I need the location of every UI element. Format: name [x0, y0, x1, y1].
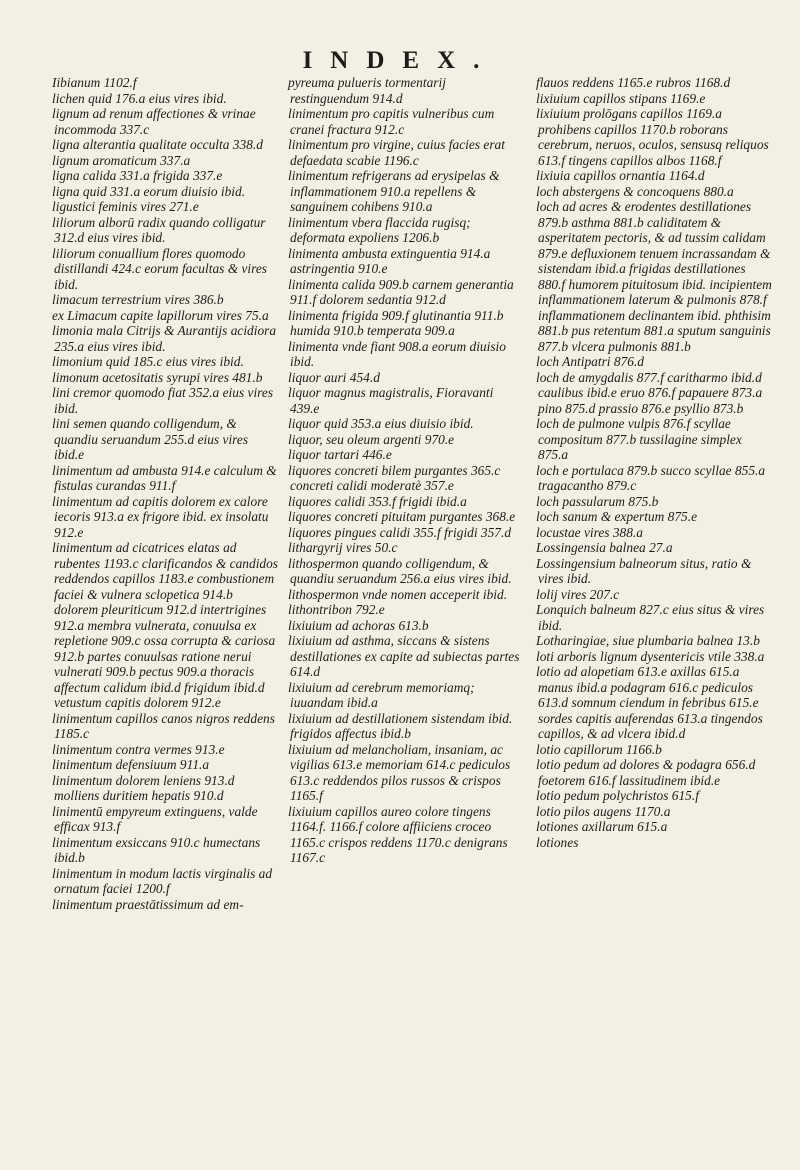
index-entry: linimentum contra vermes 913.e — [52, 741, 225, 757]
index-entry: liquores concreti bilem purgantes 365.c concreti calidi moderatè 357.e — [288, 462, 501, 493]
index-entry: loch Antipatri 876.d — [536, 354, 644, 369]
index-entry: lixiuium ad achoras 613.b — [288, 617, 429, 633]
page-header: INDEX. — [302, 47, 498, 74]
index-entry: locustae vires 388.a — [536, 524, 643, 540]
index-entry: lithospermon quando colligendum, & quandiu seruandum 256.a eius vires ibid. — [288, 555, 512, 586]
index-entry: limonium quid 185.c eius vires ibid. — [52, 354, 244, 369]
index-entry: lixiuium ad melancholiam, insaniam, ac vigilias 613.e memoriam 614.c pediculos 613.c reddendos pilos russos & crispos 1165.f — [288, 741, 511, 803]
index-entry: liquor, seu oleum argenti 970.e — [288, 431, 455, 447]
index-entry: loti arboris lignum dysentericis vtile 338.a — [536, 648, 765, 664]
index-entry: lixiuia capillos ornantia 1164.d — [536, 168, 705, 183]
index-entry: linimentum vbera flaccida rugisq; deformata expoliens 1206.b — [288, 214, 471, 245]
index-entry: lixiuium capillos aureo colore tingens 1164.f. 1166.f colore affiiciens croceo 1165.c crispos reddens 1170.c denigrans 1167.c — [288, 803, 508, 865]
index-entry: liliorum conuallium flores quomodo distillandi 424.c eorum facultas & vires ibid. — [52, 245, 267, 292]
index-entry: lini cremor quomodo fiat 352.a eius vires ibid. — [52, 385, 274, 416]
index-entry: lotiones — [536, 834, 579, 850]
index-column-3 — [536, 75, 772, 850]
index-entry: linimentum pro capitis vulneribus cum cranei fractura 912.c — [288, 106, 495, 137]
index-entry: lolij vires 207.c — [536, 586, 620, 602]
index-entry: lixiuium ad destillationem sistendam ibid. frigidos affectus ibid.b — [288, 710, 513, 741]
index-entry: ligustici feminis vires 271.e — [52, 199, 199, 214]
index-entry: ligna quid 331.a eorum diuisio ibid. — [52, 183, 246, 199]
index-entry: linimentum pro virgine, cuius facies erat defaedata scabie 1196.c — [288, 137, 505, 168]
index-entry: loch e portulaca 879.b succo scyllae 855.a tragacantho 879.c — [536, 462, 766, 493]
index-entry: linimentum exsiccans 910.c humectans ibid.b — [52, 834, 261, 865]
index-entry: linimenta vnde fiant 908.a eorum diuisio ibid. — [288, 338, 506, 369]
index-entry: lithargyrij vires 50.c — [288, 540, 398, 555]
index-entry: loch ad acres & erodentes destillationes 879.b asthma 881.b caliditatem & asperitatem pectoris, & ad tussim calidam 879.e defluxionem tenuem incrassandam & sistendam ibid.a frigidas destillationes 880.f humorem pituitosum ibid. incipientem inflammationem laterum & pulmonis 878.f inflammationem declinantem ibid. phthisim 881.b pus retentum 881.a sputum sanguinis 877.b vlcera pulmonis 881.b — [536, 199, 772, 354]
index-entry: linimentum praestātissimum ad em- — [52, 896, 244, 912]
index-entry: loch passularum 875.b — [536, 493, 659, 509]
index-entry: lichen quid 176.a eius vires ibid. — [52, 90, 227, 106]
index-entry: lixiuium capillos stipans 1169.e — [536, 90, 706, 106]
index-entry: pyreuma pulueris tormentarij restinguendum 914.d — [288, 75, 446, 106]
index-entry: liliorum alborū radix quando colligatur 312.d eius vires ibid. — [52, 214, 266, 245]
index-entry: liquores pingues calidi 355.f frigidi 357.d — [288, 524, 512, 540]
index-entry: flauos reddens 1165.e rubros 1168.d — [536, 75, 731, 90]
index-entry: lotio pilos augens 1170.a — [536, 803, 671, 819]
index-entry: liquor quid 353.a eius diuisio ibid. — [288, 416, 474, 431]
index-entry: ligna alterantia qualitate occulta 338.d — [52, 137, 263, 152]
index-entry: lotiones axillarum 615.a — [536, 819, 668, 834]
index-entry: liquores calidi 353.f frigidi ibid.a — [288, 493, 467, 509]
index-entry: linimentum capillos canos nigros reddens 1185.c — [52, 710, 275, 741]
index-entry: limonum acetositatis syrupi vires 481.b — [52, 369, 263, 385]
index-entry: linimentum ad capitis dolorem ex calore iecoris 913.a ex frigore ibid. ex insolatu 912.e — [52, 493, 269, 540]
index-entry: linimentum ad cicatrices elatas ad rubentes 1193.c clarificandos & candidos reddendos capillos 1183.e combustionem faciei & vulnera sclopetica 914.b dolorem pleuriticum 912.d intertrigines 912.a membra vulnerata, conuulsa ex repletione 909.c ossa corrupta & cariosa 912.b partes conuulsas ratione nerui vulnerati 909.b pectus 909.a thoracis affectum calidum ibid.d frigidum ibid.d vetustum capitis dolorem 912.e — [52, 540, 279, 710]
index-entry: loch sanum & expertum 875.e — [536, 509, 698, 524]
index-entry: loch de pulmone vulpis 876.f scyllae compositum 877.b tussilagine simplex 875.a — [536, 416, 742, 462]
index-entry: limonia mala Citrijs & Aurantijs acidiora 235.a eius vires ibid. — [52, 323, 277, 354]
index-entry: liquor auri 454.d — [288, 369, 380, 385]
index-entry: liquor magnus magistralis, Fioravanti 439.e — [288, 385, 494, 416]
index-entry: linimentum refrigerans ad erysipelas & inflammationem 910.a repellens & sanguinem cohibens 910.a — [288, 168, 500, 214]
index-entry: Lotharingiae, siue plumbaria balnea 13.b — [536, 633, 760, 648]
index-entry: lignum ad renum affectiones & vrinae incommoda 337.c — [52, 106, 256, 137]
index-entry: linimentū empyreum extinguens, valde efficax 913.f — [52, 803, 258, 834]
index-entry: linimentum ad ambusta 914.e calculum & fistulas curandas 911.f — [52, 462, 277, 493]
index-column-1 — [52, 75, 280, 912]
index-entry: linimentum in modum lactis virginalis ad ornatum faciei 1200.f — [52, 865, 273, 896]
index-entry: Lossingensium balneorum situs, ratio & vires ibid. — [536, 555, 752, 586]
index-column-2 — [288, 75, 523, 866]
index-entry: Iibianum 1102.f — [52, 75, 137, 90]
index-entry: loch abstergens & concoquens 880.a — [536, 183, 734, 199]
index-entry: lini semen quando colligendum, & quandiu seruandum 255.d eius vires ibid.e — [52, 416, 249, 462]
index-entry: lixiuium ad cerebrum memoriamq; iuuandam ibid.a — [288, 679, 475, 710]
index-entry: ex Limacum capite lapillorum vires 75.a — [52, 307, 269, 323]
index-entry: lignum aromaticum 337.a — [52, 152, 191, 168]
index-entry: liquores concreti pituitam purgantes 368.e — [288, 509, 516, 524]
index-entry: limacum terrestrium vires 386.b — [52, 292, 224, 307]
index-entry: lotio capillorum 1166.b — [536, 741, 662, 757]
index-entry: linimenta ambusta extinguentia 914.a astringentia 910.e — [288, 245, 491, 276]
index-entry: lixiuium ad asthma, siccans & sistens destillationes ex capite ad subiectas partes 614.d — [288, 633, 520, 679]
index-entry: lotio pedum polychristos 615.f — [536, 788, 699, 803]
index-entry: ligna calida 331.a frigida 337.e — [52, 168, 223, 183]
index-entry: Lonquich balneum 827.c eius situs & vires ibid. — [536, 602, 765, 633]
index-entry: liquor tartari 446.e — [288, 447, 392, 462]
index-entry: lithontribon 792.e — [288, 602, 385, 617]
index-entry: linimenta calida 909.b carnem generantia 911.f dolorem sedantia 912.d — [288, 276, 514, 307]
index-entry: Lossingensia balnea 27.a — [536, 540, 673, 555]
index-entry: linimenta frigida 909.f glutinantia 911.b humida 910.b temperata 909.a — [288, 307, 504, 338]
index-entry: lithospermon vnde nomen acceperit ibid. — [288, 586, 508, 602]
index-entry: loch de amygdalis 877.f caritharmo ibid.d caulibus ibid.e eruo 876.f papauere 873.a pino 875.d prassio 876.e psyllio 873.b — [536, 369, 763, 416]
index-entry: lotio ad alopetiam 613.e axillas 615.a manus ibid.a podagram 616.c pediculos 613.d somnum ciendum in febribus 615.e sordes capitis auferendas 613.a tingendos capillos, & ad vlcera ibid.d — [536, 664, 763, 741]
index-entry: linimentum defensiuum 911.a — [52, 757, 210, 772]
index-entry: lotio pedum ad dolores & podagra 656.d foetorem 616.f lassitudinem ibid.e — [536, 757, 756, 788]
index-entry: lixiuium prolōgans capillos 1169.a prohibens capillos 1170.b roborans cerebrum, neruos, oculos, sensusq reliquos 613.f tingens capillos albos 1168.f — [536, 106, 769, 168]
index-entry: linimentum dolorem leniens 913.d molliens duritiem hepatis 910.d — [52, 772, 235, 803]
